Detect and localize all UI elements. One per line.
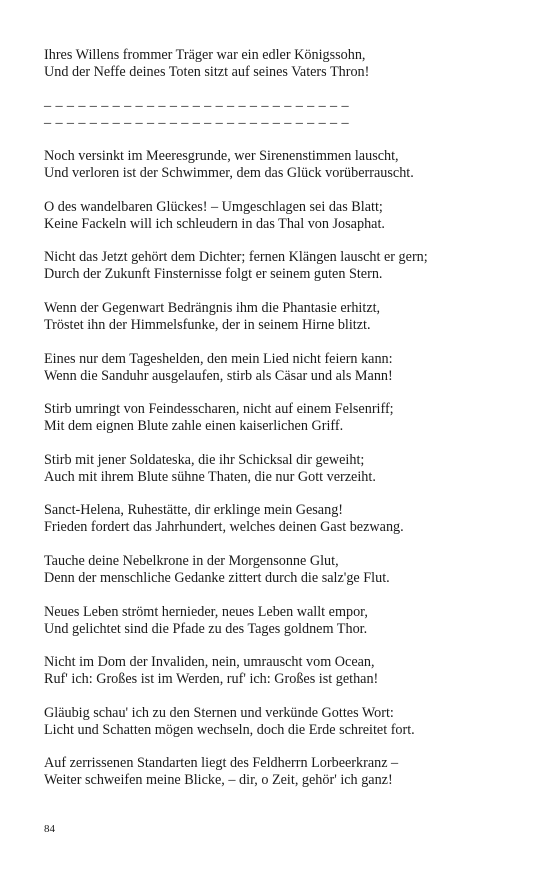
stanza [44, 249, 514, 283]
verse-line: Neues Leben strömt hernieder, neues Leben wallt empor, [44, 603, 368, 620]
stanza [44, 452, 514, 486]
verse-line: Keine Fackeln will ich schleudern in das Thal von Josaphat. [44, 215, 385, 232]
verse-line: Und der Neffe deines Toten sitzt auf seines Vaters Thron! [44, 64, 370, 80]
stanza [44, 300, 514, 334]
poem-text [44, 47, 514, 789]
stanza [44, 654, 514, 688]
stanza [44, 351, 514, 385]
verse-line: Nicht das Jetzt gehört dem Dichter; fernen Klängen lauscht er gern; [44, 249, 428, 266]
verse-line: Weiter schweifen meine Blicke, – dir, o Zeit, gehör' ich ganz! [44, 772, 393, 789]
verse-line: Tröstet ihn der Himmelsfunke, der in seinem Hirne blitzt. [44, 316, 371, 333]
omission-dashes [44, 98, 514, 132]
verse-line: Wenn die Sanduhr ausgelaufen, stirb als Cäsar und als Mann! [44, 367, 393, 384]
verse-line: Und verloren ist der Schwimmer, dem das Glück vorüberrauscht. [44, 165, 414, 182]
verse-line: Licht und Schatten mögen wechseln, doch die Erde schreitet fort. [44, 721, 415, 738]
verse-line: Ihres Willens frommer Träger war ein edler Königssohn, [44, 47, 366, 63]
verse-line: Ruf' ich: Großes ist im Werden, ruf' ich: Großes ist gethan! [44, 671, 379, 688]
stanza [44, 502, 514, 536]
verse-line: Durch der Zukunft Finsternisse folgt er seinem guten Stern. [44, 266, 383, 283]
stanza [44, 199, 514, 233]
verse-line: Frieden fordert das Jahrhundert, welches deinen Gast bezwang. [44, 519, 404, 536]
verse-line: Und gelichtet sind die Pfade zu des Tages goldnem Thor. [44, 620, 368, 637]
stanza [44, 553, 514, 587]
verse-line: Stirb umringt von Feindesscharen, nicht auf einem Felsenriff; [44, 401, 394, 418]
verse-line: O des wandelbaren Glückes! – Umgeschlagen sei das Blatt; [44, 198, 383, 215]
verse-line: Auf zerrissenen Standarten liegt des Feldherrn Lorbeerkranz – [44, 755, 399, 772]
verse-line: Tauche deine Nebelkrone in der Morgensonne Glut, [44, 552, 339, 569]
verse-line: Auch mit ihrem Blute sühne Thaten, die nur Gott verzeiht. [44, 468, 376, 485]
dash-line: – – – – – – – – – – – – – – – – – – – – – – – – – – – [44, 97, 349, 114]
dash-line: – – – – – – – – – – – – – – – – – – – – – – – – – – – [44, 114, 349, 131]
verse-line: Gläubig schau' ich zu den Sternen und verkünde Gottes Wort: [44, 704, 394, 721]
page-number: 84 [44, 823, 55, 835]
verse-line: Wenn der Gegenwart Bedrängnis ihm die Phantasie erhitzt, [44, 299, 381, 316]
verse-line: Noch versinkt im Meeresgrunde, wer Sirenenstimmen lauscht, [44, 148, 399, 165]
verse-line: Nicht im Dom der Invaliden, nein, umrauscht vom Ocean, [44, 654, 375, 671]
stanza [44, 604, 514, 638]
verse-line: Stirb mit jener Soldateska, die ihr Schicksal dir geweiht; [44, 451, 365, 468]
stanza [44, 401, 514, 435]
stanza [44, 148, 514, 182]
verse-line: Eines nur dem Tageshelden, den mein Lied nicht feiern kann: [44, 350, 393, 367]
verse-line: Mit dem eignen Blute zahle einen kaiserlichen Griff. [44, 418, 344, 435]
verse-line: Denn der menschliche Gedanke zittert durch die salz'ge Flut. [44, 569, 390, 586]
stanza [44, 705, 514, 739]
stanza [44, 47, 514, 81]
stanza [44, 755, 514, 789]
verse-line: Sanct-Helena, Ruhestätte, dir erklinge mein Gesang! [44, 502, 344, 519]
